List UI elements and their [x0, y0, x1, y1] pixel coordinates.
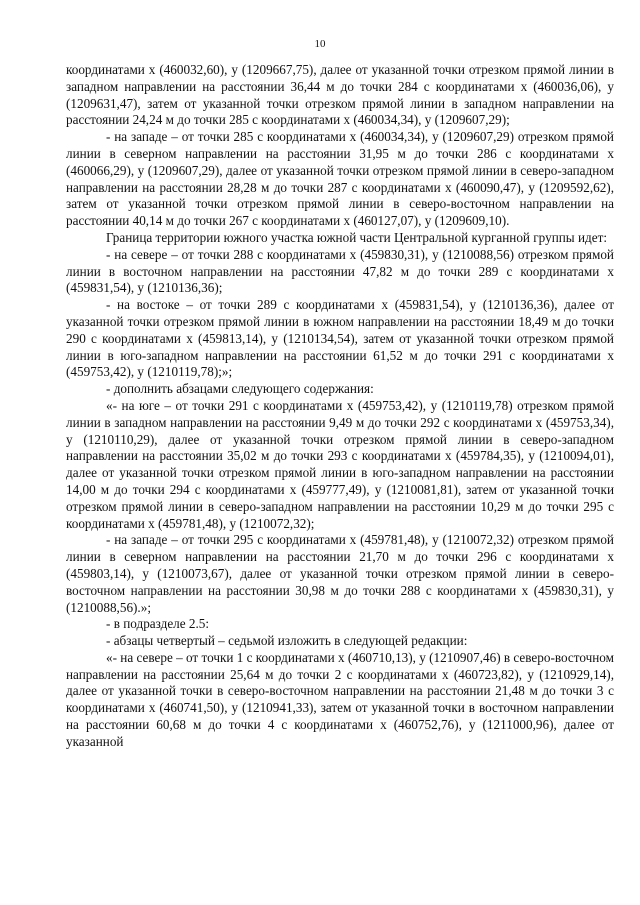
page-number: 10	[314, 38, 326, 50]
paragraph: - на севере – от точки 288 с координатами х (459830,31), у (1210088,56) отрезком прямой линии в восточном направлении на расстоянии 47,82 м до точки 289 с координатами х (459831,54), у (1210136,36);	[66, 246, 614, 296]
paragraph: - на востоке – от точки 289 с координатами х (459831,54), у (1210136,36), далее от указанной точки отрезком прямой линии в южном направлении на расстоянии 18,49 м до точки 290 с координатами х (459813,14), у (1210134,54), затем от указанной точки отрезком прямой линии в юго-западном направлении на расстоянии 61,52 м до точки 291 с координатами х (459753,42), у (1210119,78);»;	[66, 297, 614, 380]
document-body	[66, 62, 614, 751]
paragraph: «- на юге – от точки 291 с координатами х (459753,42), у (1210119,78) отрезком прямой линии в западном направлении на расстоянии 9,49 м до точки 292 с координатами х (459753,34), у (1210110,29), далее от указанной точки отрезком прямой линии в северо-западном направлении на расстоянии 35,02 м до точки 293 с координатами х (459784,35), у (1210094,01), далее от указанной точки отрезком прямой линии в юго-западном направлении на расстоянии 14,00 м до точки 294 с координатами х (459777,49), у (1210081,81), затем от указанной точки отрезком прямой линии в северо-западном направлении на расстоянии 10,29 м до точки 295 с координатами х (459781,48), у (1210072,32);	[66, 397, 614, 531]
paragraph: - на западе – от точки 285 с координатами х (460034,34), у (1209607,29) отрезком прямой линии в северном направлении на расстоянии 31,95 м до точки 286 с координатами х (460066,29), у (1209607,29), далее от указанной точки отрезком прямой линии в северо-западном направлении на расстоянии 28,28 м до точки 287 с координатами х (460090,47), у (1209592,62), затем от указанной точки отрезком прямой линии в северо-восточном направлении на расстоянии 40,14 м до точки 267 с координатами х (460127,07), у (1209609,10).	[66, 129, 614, 229]
paragraph: - в подразделе 2.5:	[106, 616, 210, 632]
paragraph: - абзацы четвертый – седьмой изложить в следующей редакции:	[106, 633, 468, 649]
paragraph: - на западе – от точки 295 с координатами х (459781,48), у (1210072,32) отрезком прямой линии в северном направлении на расстоянии 21,70 м до точки 296 с координатами х (459803,14), у (1210073,67), далее от указанной точки отрезком прямой линии в северо-восточном направлении на расстоянии 30,98 м до точки 288 с координатами х (459830,31), у (1210088,56).»;	[66, 532, 614, 615]
paragraph: координатами х (460032,60), у (1209667,75), далее от указанной точки отрезком прямой линии в западном направлении на расстоянии 36,44 м до точки 284 с координатами х (460036,06), у (1209631,47), затем от указанной точки отрезком прямой линии в западном направлении на расстоянии 24,24 м до точки 285 с координатами х (460034,34), у (1209607,29);	[66, 62, 614, 128]
paragraph: - дополнить абзацами следующего содержания:	[106, 381, 374, 397]
paragraph: Граница территории южного участка южной части Центральной курганной группы идет:	[106, 229, 608, 245]
paragraph: «- на севере – от точки 1 с координатами х (460710,13), у (1210907,46) в северо-восточном направлении на расстоянии 25,64 м до точки 2 с координатами х (460723,82), у (1210929,14), далее от указанной точки в северо-восточном направлении на расстоянии 21,48 м до точки 3 с координатами х (460741,50), у (1210941,33), затем от указанной точки в восточном направлении на расстоянии 60,68 м до точки 4 с координатами х (460752,76), у (1211000,96), далее от указанной	[66, 649, 614, 749]
